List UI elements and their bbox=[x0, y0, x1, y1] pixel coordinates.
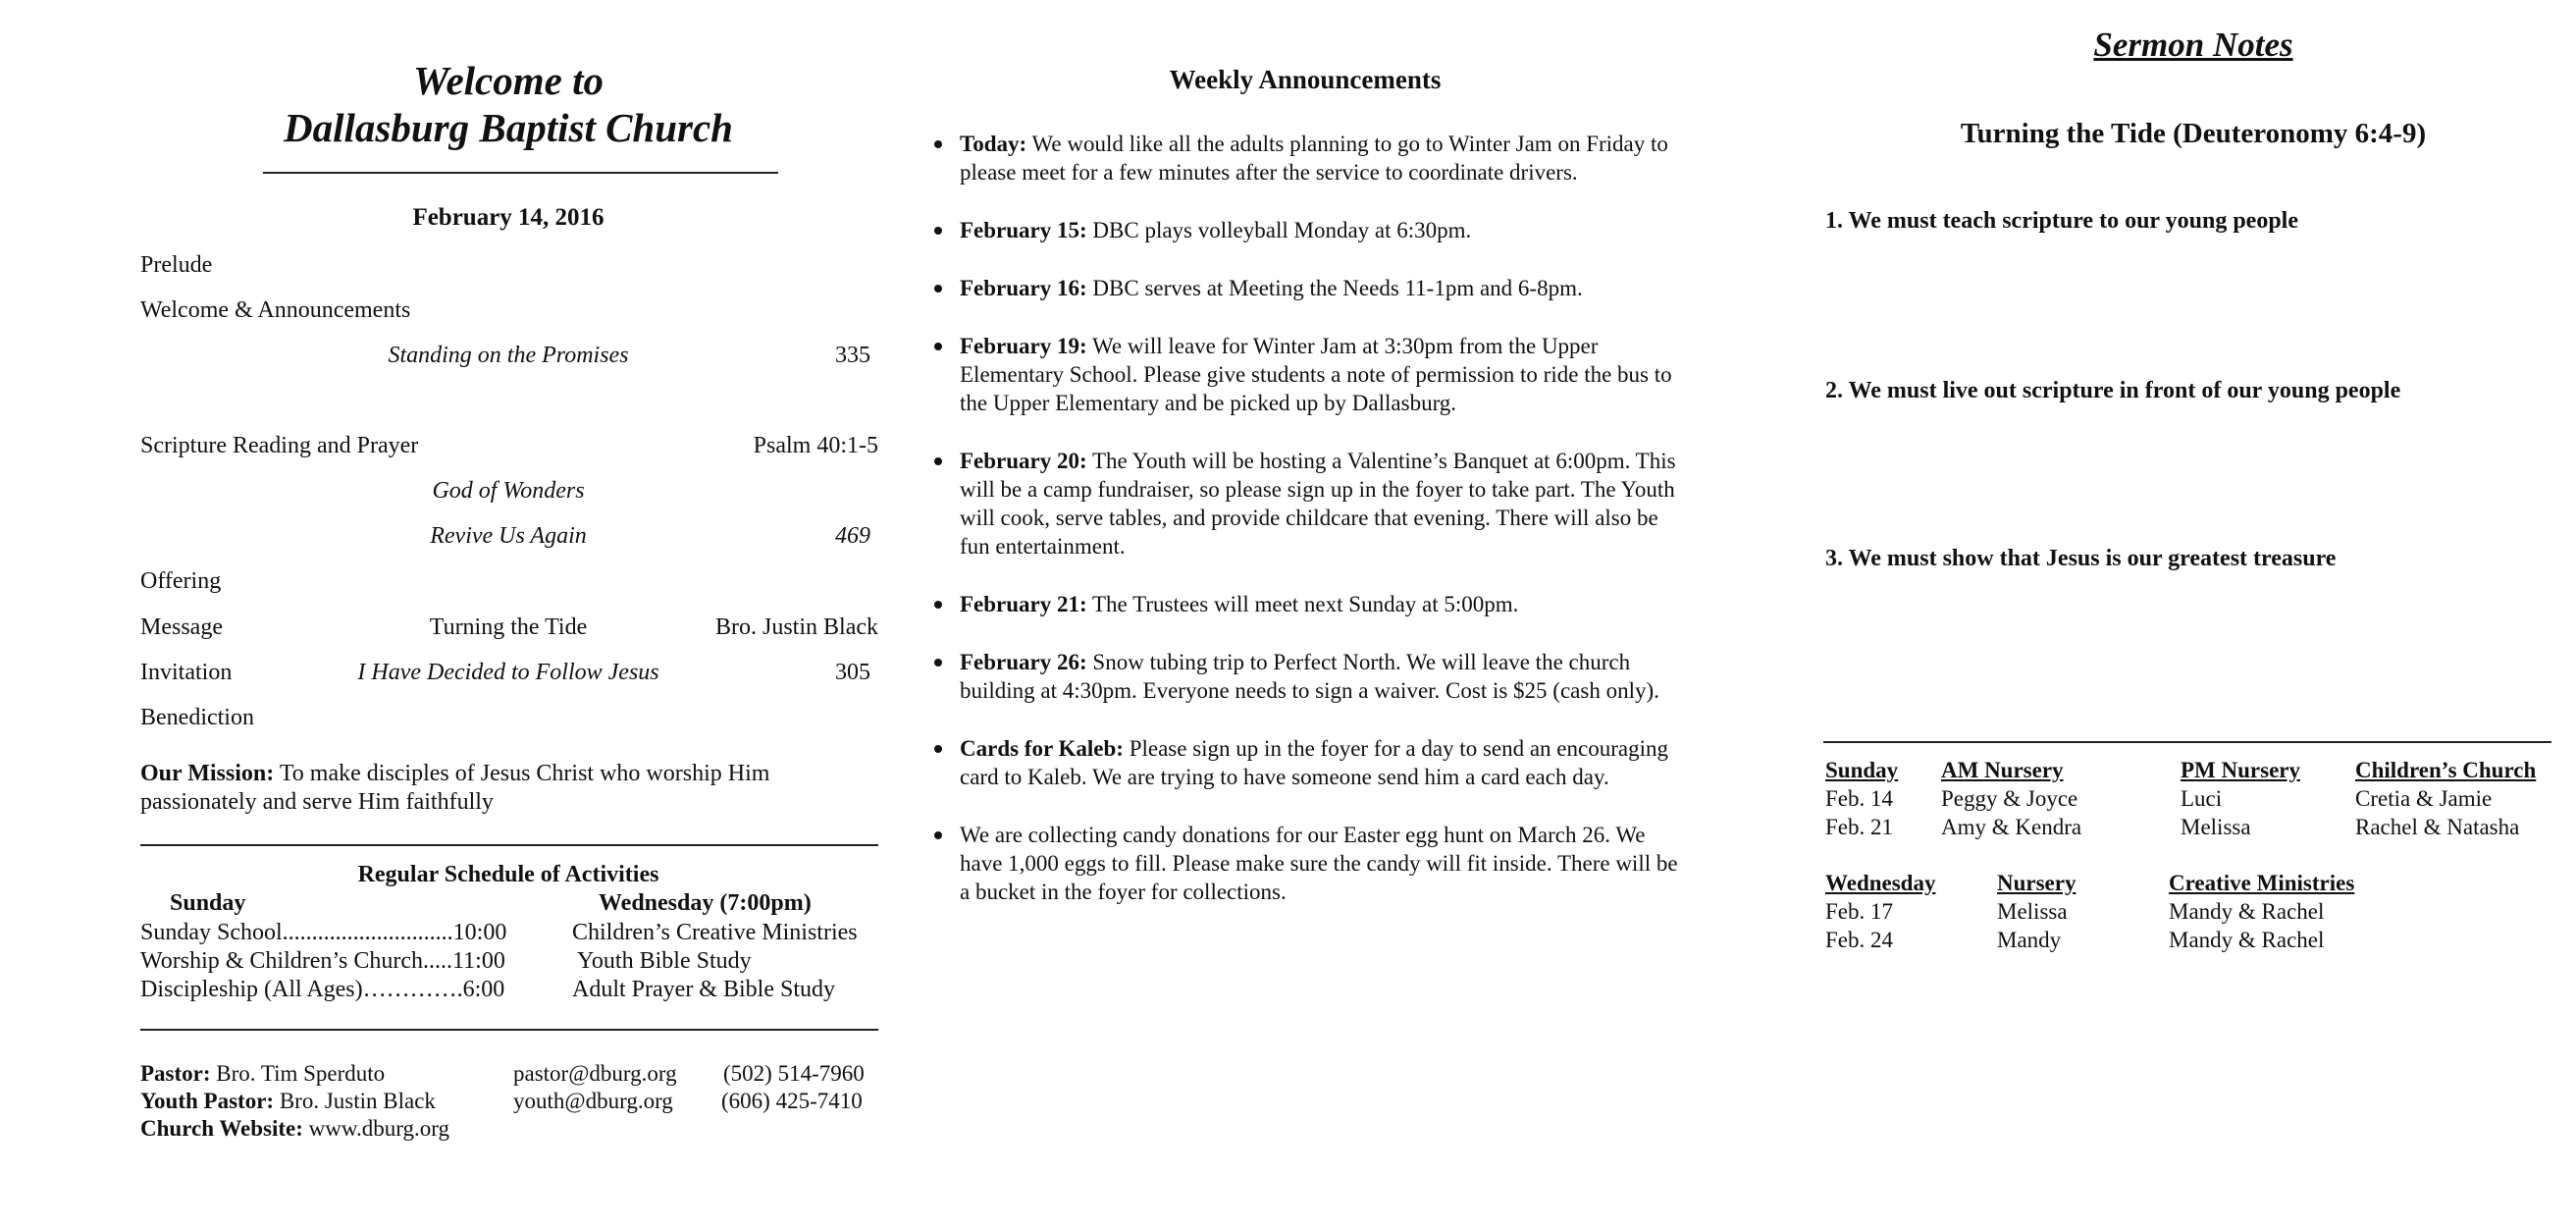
order-row bbox=[140, 252, 878, 286]
schedule-title: Regular Schedule of Activities bbox=[357, 862, 659, 887]
duty-header: Children’s Church bbox=[2355, 758, 2537, 782]
schedule-sunday-item: Worship & Children’s Church.....11:00 bbox=[140, 948, 505, 974]
youth-pastor-email: youth@dburg.org bbox=[513, 1089, 673, 1113]
duty-header: Nursery bbox=[1997, 871, 2077, 895]
order-row bbox=[140, 614, 878, 648]
title-divider bbox=[263, 172, 778, 174]
announcement-item bbox=[922, 590, 1688, 618]
duty-volunteer: Luci bbox=[2181, 786, 2223, 811]
sermon-notes-title: Sermon Notes bbox=[2093, 26, 2293, 64]
announcement-lead: February 16: bbox=[960, 276, 1087, 300]
church-welcome-title bbox=[140, 57, 876, 151]
duty-volunteer: Peggy & Joyce bbox=[1941, 786, 2078, 811]
schedule-wednesday-item: Children’s Creative Ministries bbox=[572, 920, 858, 945]
announcement-item bbox=[922, 648, 1688, 705]
duty-header: AM Nursery bbox=[1941, 758, 2064, 782]
announcement-lead: February 26: bbox=[960, 650, 1087, 674]
hymn-title: Standing on the Promises bbox=[388, 343, 629, 368]
schedule-sunday-header: Sunday bbox=[170, 890, 246, 916]
duty-header: Creative Ministries bbox=[2169, 871, 2355, 895]
duty-volunteer: Melissa bbox=[2181, 815, 2251, 839]
duty-date: Feb. 21 bbox=[1825, 815, 1893, 839]
section-divider bbox=[140, 844, 878, 846]
am-nursery-column bbox=[1941, 756, 2081, 841]
order-row bbox=[140, 660, 878, 693]
announcement-text: We would like all the adults planning to go to Winter Jam on Friday to please meet for a few minutes after the service to coordinate drivers. bbox=[960, 132, 1668, 185]
sunday-duty-dates bbox=[1825, 756, 1898, 841]
announcement-text: DBC plays volleyball Monday at 6:30pm. bbox=[1086, 218, 1472, 242]
creative-ministries-column bbox=[2169, 869, 2354, 954]
announcement-lead: February 15: bbox=[960, 218, 1087, 242]
wednesday-nursery-column bbox=[1997, 869, 2076, 954]
duty-volunteer: Melissa bbox=[1997, 899, 2068, 924]
order-row bbox=[140, 478, 878, 511]
pastor-line bbox=[140, 1061, 385, 1087]
announcement-text: Please sign up in the foyer for a day to send an encouraging card to Kaleb. We are trying to have someone send him a card each day. bbox=[960, 736, 1668, 789]
announcements-title: Weekly Announcements bbox=[1169, 65, 1442, 94]
announcement-lead: February 21: bbox=[960, 592, 1087, 616]
message-title: Turning the Tide bbox=[429, 614, 588, 640]
schedule-wednesday-item: Youth Bible Study bbox=[577, 948, 752, 974]
schedule-sunday-item: Discipleship (All Ages)………….6:00 bbox=[140, 977, 505, 1002]
order-label: Benediction bbox=[140, 705, 254, 730]
duty-date: Feb. 24 bbox=[1825, 928, 1893, 952]
welcome-title-line1: Welcome to bbox=[413, 58, 604, 103]
hymn-title: God of Wonders bbox=[432, 478, 585, 504]
scripture-reference: Psalm 40:1-5 bbox=[753, 433, 878, 458]
website-label: Church Website: bbox=[140, 1116, 303, 1141]
announcement-item bbox=[922, 216, 1688, 244]
wednesday-duty-dates bbox=[1825, 869, 1935, 954]
duty-header: Wednesday bbox=[1825, 871, 1936, 895]
duty-volunteer: Cretia & Jamie bbox=[2355, 786, 2493, 811]
schedule-wednesday-item: Adult Prayer & Bible Study bbox=[572, 977, 835, 1002]
pm-nursery-column bbox=[2181, 756, 2300, 841]
order-label: Scripture Reading and Prayer bbox=[140, 433, 419, 458]
announcement-item bbox=[922, 130, 1688, 187]
youth-pastor-line bbox=[140, 1089, 436, 1114]
announcement-item bbox=[922, 734, 1688, 791]
order-row bbox=[140, 523, 878, 557]
childrens-church-column bbox=[2355, 756, 2536, 841]
order-row bbox=[140, 433, 878, 466]
order-row bbox=[140, 568, 878, 602]
order-label: Message bbox=[140, 614, 223, 640]
announcement-text: DBC serves at Meeting the Needs 11-1pm and 6-8pm. bbox=[1086, 276, 1583, 300]
order-row bbox=[140, 343, 878, 376]
announcement-lead: February 19: bbox=[960, 334, 1087, 358]
schedule-wednesday-header: Wednesday (7:00pm) bbox=[599, 890, 812, 916]
announcement-item bbox=[922, 447, 1688, 561]
website-url: www.dburg.org bbox=[302, 1116, 449, 1141]
pastor-name: Bro. Tim Sperduto bbox=[210, 1061, 386, 1086]
hymn-title: I Have Decided to Follow Jesus bbox=[357, 660, 659, 685]
announcement-text: The Youth will be hosting a Valentine’s Banquet at 6:00pm. This will be a camp fundraiser, so please sign up in the foyer to take part. The Youth will cook, serve tables, and provide childcare that evening. There will also be fun entertainment. bbox=[960, 449, 1676, 559]
website-line bbox=[140, 1116, 449, 1142]
duty-volunteer: Mandy bbox=[1997, 928, 2062, 952]
section-divider bbox=[140, 1029, 878, 1031]
mission-label: Our Mission: bbox=[140, 761, 275, 786]
duty-volunteer: Rachel & Natasha bbox=[2355, 815, 2520, 839]
section-divider bbox=[1823, 741, 2551, 743]
message-speaker: Bro. Justin Black bbox=[715, 614, 878, 640]
order-row bbox=[140, 705, 878, 738]
order-label: Invitation bbox=[140, 660, 233, 685]
announcement-item bbox=[922, 821, 1688, 906]
hymn-title: Revive Us Again bbox=[430, 523, 587, 549]
pastor-email: pastor@dburg.org bbox=[513, 1061, 677, 1086]
announcement-text: We will leave for Winter Jam at 3:30pm from the Upper Elementary School. Please give students a note of permission to ride the bus to the Upper Elementary and be picked up by Dallasburg. bbox=[960, 334, 1672, 415]
mission-text: To make disciples of Jesus Christ who worship Him passionately and serve Him faithfully bbox=[140, 761, 770, 815]
pastor-label: Pastor: bbox=[140, 1061, 211, 1086]
sermon-subtitle: Turning the Tide (Deuteronomy 6:4-9) bbox=[1960, 118, 2427, 149]
announcement-item bbox=[922, 274, 1688, 302]
service-date: February 14, 2016 bbox=[412, 204, 605, 231]
announcement-item bbox=[922, 332, 1688, 417]
youth-pastor-name: Bro. Justin Black bbox=[274, 1089, 436, 1113]
announcement-text: We are collecting candy donations for our Easter egg hunt on March 26. We have 1,000 eggs to fill. Please make sure the candy will fit inside. There will be a bucket in the foyer for collections. bbox=[960, 823, 1678, 904]
announcements-list bbox=[922, 130, 1688, 935]
welcome-title-line2: Dallasburg Baptist Church bbox=[284, 105, 733, 150]
duty-volunteer: Mandy & Rachel bbox=[2169, 899, 2325, 924]
youth-pastor-phone: (606) 425-7410 bbox=[721, 1089, 863, 1113]
duty-volunteer: Mandy & Rachel bbox=[2169, 928, 2325, 952]
duty-date: Feb. 14 bbox=[1825, 786, 1893, 811]
duty-volunteer: Amy & Kendra bbox=[1941, 815, 2082, 839]
announcement-text: The Trustees will meet next Sunday at 5:00pm. bbox=[1086, 592, 1519, 616]
order-label: Prelude bbox=[140, 252, 213, 278]
sermon-point: 2. We must live out scripture in front of our young people bbox=[1825, 378, 2401, 403]
pastor-phone: (502) 514-7960 bbox=[723, 1061, 865, 1086]
announcement-lead: February 20: bbox=[960, 449, 1087, 473]
schedule-sunday-item: Sunday School.............................10:00 bbox=[140, 920, 507, 945]
announcement-lead: Cards for Kaleb: bbox=[960, 736, 1124, 761]
duty-date: Feb. 17 bbox=[1825, 899, 1893, 924]
announcement-text: Snow tubing trip to Perfect North. We will leave the church building at 4:30pm. Everyone needs to sign a waiver. Cost is $25 (cash only). bbox=[960, 650, 1659, 703]
order-label: Offering bbox=[140, 568, 222, 594]
mission-statement bbox=[140, 760, 886, 817]
hymn-number: 305 bbox=[835, 660, 870, 685]
hymn-number: 335 bbox=[835, 343, 870, 368]
sermon-point: 1. We must teach scripture to our young people bbox=[1825, 208, 2299, 234]
duty-header: Sunday bbox=[1825, 758, 1899, 782]
youth-pastor-label: Youth Pastor: bbox=[140, 1089, 275, 1113]
hymn-number: 469 bbox=[835, 523, 870, 549]
duty-header: PM Nursery bbox=[2181, 758, 2300, 782]
order-label: Welcome & Announcements bbox=[140, 297, 411, 323]
sermon-point: 3. We must show that Jesus is our greatest treasure bbox=[1825, 546, 2337, 571]
announcement-lead: Today: bbox=[960, 132, 1027, 156]
order-row bbox=[140, 297, 878, 331]
